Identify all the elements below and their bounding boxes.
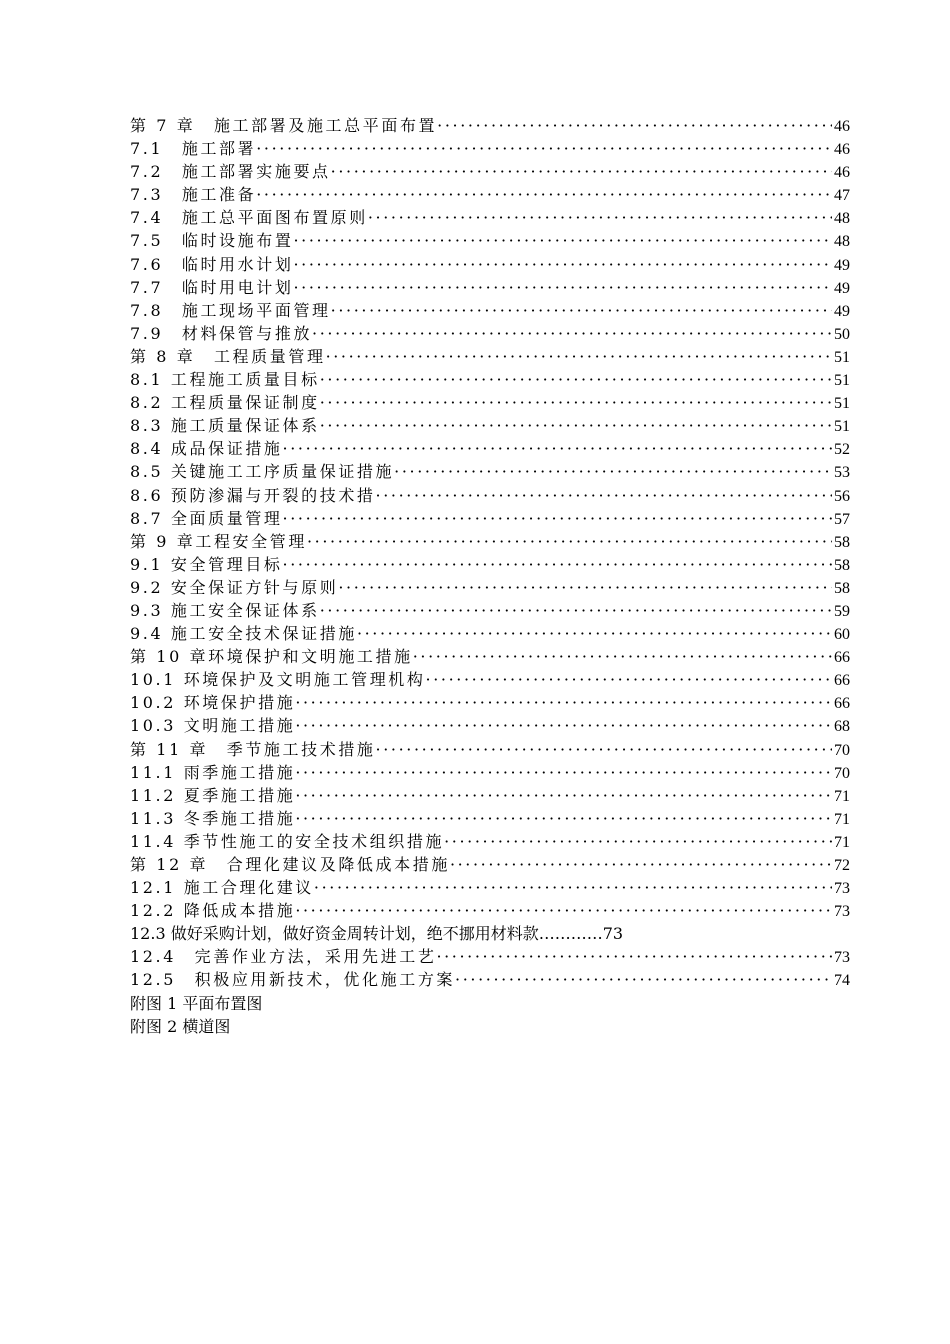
toc-entry-page-number: 48 bbox=[834, 210, 850, 228]
toc-entry-title: 11.3 冬季施工措施 bbox=[130, 808, 296, 828]
toc-entry-page-number: 51 bbox=[834, 372, 850, 390]
toc-entry-page-number: 71 bbox=[834, 787, 850, 805]
toc-entry-page-number: 58 bbox=[834, 533, 850, 551]
toc-entry[interactable] bbox=[130, 830, 850, 853]
toc-entry[interactable] bbox=[130, 229, 850, 252]
toc-entry[interactable] bbox=[130, 899, 850, 922]
toc-entry[interactable] bbox=[130, 299, 850, 322]
toc-dot-leader bbox=[312, 322, 832, 345]
toc-entry-title: 10.2 环境保护措施 bbox=[130, 693, 296, 713]
toc-entry[interactable] bbox=[130, 322, 850, 345]
toc-entry[interactable] bbox=[130, 876, 850, 899]
toc-entry-title: 9.3 施工安全保证体系 bbox=[130, 600, 320, 620]
toc-entry-page-number: 49 bbox=[834, 256, 850, 274]
toc-entry-page-number: 52 bbox=[834, 441, 850, 459]
toc-dot-leader bbox=[357, 622, 832, 645]
toc-dot-leader bbox=[320, 414, 832, 437]
toc-entry[interactable] bbox=[130, 968, 850, 991]
toc-entry[interactable]: 12.3 做好采购计划，做好资金周转计划，绝不挪用材料款…………73 bbox=[130, 924, 624, 944]
toc-entry[interactable] bbox=[130, 807, 850, 830]
toc-entry-page-number: 56 bbox=[834, 487, 850, 505]
toc-dot-leader bbox=[455, 968, 832, 991]
toc-entry-title: 9.4 施工安全技术保证措施 bbox=[130, 624, 357, 644]
toc-entry-title: 11.4 季节性施工的安全技术组织措施 bbox=[130, 831, 445, 851]
toc-entry-page-number: 48 bbox=[834, 233, 850, 251]
toc-dot-leader bbox=[413, 645, 832, 668]
toc-entry[interactable] bbox=[130, 414, 850, 437]
appendix-entry[interactable]: 附图 1 平面布置图 bbox=[130, 993, 263, 1013]
toc-entry[interactable] bbox=[130, 114, 850, 137]
toc-dot-leader bbox=[450, 853, 832, 876]
toc-dot-leader bbox=[256, 183, 832, 206]
toc-entry[interactable] bbox=[130, 784, 850, 807]
toc-entry-page-number: 49 bbox=[834, 279, 850, 297]
toc-dot-leader bbox=[320, 391, 832, 414]
toc-entry-title: 11.1 雨季施工措施 bbox=[130, 762, 296, 782]
toc-entry-page-number: 73 bbox=[834, 949, 850, 967]
toc-entry-title: 10.1 环境保护及文明施工管理机构 bbox=[130, 670, 426, 690]
toc-entry-title: 第 11 章 季节施工技术措施 bbox=[130, 739, 376, 759]
toc-dot-leader bbox=[320, 368, 832, 391]
toc-entry-page-number: 66 bbox=[834, 695, 850, 713]
toc-entry[interactable] bbox=[130, 345, 850, 368]
toc-entry[interactable] bbox=[130, 206, 850, 229]
toc-entry-page-number: 70 bbox=[834, 764, 850, 782]
toc-entry-title: 7.8 施工现场平面管理 bbox=[130, 300, 331, 320]
toc-entry-title: 8.7 全面质量管理 bbox=[130, 508, 283, 528]
toc-entry-title: 第 7 章 施工部署及施工总平面布置 bbox=[130, 116, 438, 135]
table-of-contents bbox=[130, 114, 850, 1038]
toc-dot-leader bbox=[376, 738, 832, 761]
toc-entry-title: 8.3 施工质量保证体系 bbox=[130, 416, 320, 436]
toc-entry-title: 第 10 章环境保护和文明施工措施 bbox=[130, 647, 413, 667]
toc-entry-page-number: 46 bbox=[834, 118, 850, 135]
toc-entry-title: 12.2 降低成本措施 bbox=[130, 901, 296, 921]
toc-entry-title: 7.4 施工总平面图布置原则 bbox=[130, 208, 368, 228]
toc-entry[interactable] bbox=[130, 391, 850, 414]
toc-entry[interactable] bbox=[130, 253, 850, 276]
toc-dot-leader bbox=[314, 876, 832, 899]
toc-entry[interactable] bbox=[130, 714, 850, 737]
toc-dot-leader bbox=[320, 599, 832, 622]
toc-entry[interactable] bbox=[130, 691, 850, 714]
toc-entry-page-number: 74 bbox=[834, 972, 850, 990]
toc-dot-leader bbox=[444, 830, 832, 853]
toc-entry[interactable] bbox=[130, 738, 850, 761]
toc-entry-title: 7.2 施工部署实施要点 bbox=[130, 162, 331, 182]
appendix-entry[interactable]: 附图 2 横道图 bbox=[130, 1016, 231, 1036]
toc-entry[interactable] bbox=[130, 183, 850, 206]
toc-entry[interactable] bbox=[130, 507, 850, 530]
toc-dot-leader bbox=[307, 530, 832, 553]
toc-entry-title: 7.9 材料保管与推放 bbox=[130, 323, 313, 343]
toc-dot-leader bbox=[426, 668, 832, 691]
toc-entry[interactable] bbox=[130, 599, 850, 622]
toc-entry-title: 第 9 章工程安全管理 bbox=[130, 531, 307, 551]
toc-entry-title: 9.1 安全管理目标 bbox=[130, 554, 283, 574]
toc-entry-title: 7.1 施工部署 bbox=[130, 139, 257, 159]
toc-entry[interactable] bbox=[130, 437, 850, 460]
toc-entry-page-number: 50 bbox=[834, 325, 850, 343]
toc-entry[interactable] bbox=[130, 945, 850, 968]
toc-entry-title: 10.3 文明施工措施 bbox=[130, 716, 296, 736]
toc-entry-title: 第 12 章 合理化建议及降低成本措施 bbox=[130, 855, 450, 874]
toc-dot-leader bbox=[338, 576, 832, 599]
toc-entry[interactable] bbox=[130, 137, 850, 160]
toc-dot-leader bbox=[331, 160, 832, 183]
toc-entry[interactable] bbox=[130, 668, 850, 691]
toc-entry-page-number: 53 bbox=[834, 464, 850, 482]
toc-dot-leader bbox=[295, 691, 832, 714]
toc-dot-leader bbox=[293, 276, 832, 299]
toc-entry-page-number: 46 bbox=[834, 164, 850, 182]
toc-entry[interactable] bbox=[130, 645, 850, 668]
toc-entry-page-number: 73 bbox=[834, 880, 850, 898]
toc-entry[interactable] bbox=[130, 853, 850, 876]
toc-entry-title: 12.1 施工合理化建议 bbox=[130, 878, 314, 898]
toc-entry-page-number: 47 bbox=[834, 187, 850, 205]
toc-dot-leader bbox=[293, 229, 832, 252]
toc-dot-leader bbox=[436, 945, 832, 968]
toc-entry-title: 7.7 临时用电计划 bbox=[130, 277, 294, 297]
toc-entry-title: 8.2 工程质量保证制度 bbox=[130, 393, 320, 413]
toc-entry[interactable] bbox=[130, 460, 850, 483]
toc-dot-leader bbox=[326, 345, 832, 368]
toc-entry-title: 7.6 临时用水计划 bbox=[130, 254, 294, 274]
toc-entry-page-number: 57 bbox=[834, 510, 850, 528]
toc-dot-leader bbox=[437, 114, 832, 137]
toc-entry-title: 12.4 完善作业方法，采用先进工艺 bbox=[130, 947, 437, 967]
toc-entry[interactable] bbox=[130, 622, 850, 645]
toc-entry-page-number: 72 bbox=[834, 857, 850, 874]
toc-dot-leader bbox=[295, 714, 832, 737]
toc-entry-title: 8.5 关键施工工序质量保证措施 bbox=[130, 462, 395, 482]
toc-entry-title: 8.4 成品保证措施 bbox=[130, 439, 283, 459]
toc-entry-title: 第 8 章 工程质量管理 bbox=[130, 346, 326, 366]
toc-entry-page-number: 51 bbox=[834, 395, 850, 413]
toc-entry-title: 7.3 施工准备 bbox=[130, 185, 257, 205]
toc-entry-title: 12.5 积极应用新技术，优化施工方案 bbox=[130, 970, 456, 990]
toc-entry-title: 7.5 临时设施布置 bbox=[130, 231, 294, 251]
toc-entry-page-number: 59 bbox=[834, 602, 850, 620]
toc-dot-leader bbox=[283, 437, 832, 460]
toc-entry[interactable] bbox=[130, 761, 850, 784]
toc-entry-page-number: 49 bbox=[834, 302, 850, 320]
toc-entry-page-number: 68 bbox=[834, 718, 850, 736]
toc-entry-page-number: 58 bbox=[834, 556, 850, 574]
toc-dot-leader bbox=[256, 137, 832, 160]
toc-entry-page-number: 70 bbox=[834, 741, 850, 759]
toc-dot-leader bbox=[283, 507, 832, 530]
toc-entry-title: 8.1 工程施工质量目标 bbox=[130, 370, 320, 390]
toc-dot-leader bbox=[295, 784, 832, 807]
toc-entry[interactable] bbox=[130, 553, 850, 576]
toc-dot-leader bbox=[331, 299, 832, 322]
toc-entry-page-number: 46 bbox=[834, 141, 850, 159]
toc-dot-leader bbox=[295, 761, 832, 784]
toc-entry[interactable] bbox=[130, 368, 850, 391]
toc-entry-title: 11.2 夏季施工措施 bbox=[130, 785, 296, 805]
toc-entry[interactable] bbox=[130, 276, 850, 299]
toc-entry-page-number: 58 bbox=[834, 579, 850, 597]
toc-dot-leader bbox=[295, 899, 832, 922]
toc-dot-leader bbox=[295, 807, 832, 830]
toc-entry-page-number: 66 bbox=[834, 649, 850, 667]
toc-entry-title: 9.2 安全保证方针与原则 bbox=[130, 577, 339, 597]
toc-entry-title: 8.6 预防渗漏与开裂的技术措 bbox=[130, 485, 376, 505]
toc-entry-page-number: 73 bbox=[834, 903, 850, 921]
toc-entry[interactable] bbox=[130, 160, 850, 183]
toc-dot-leader bbox=[376, 484, 832, 507]
toc-entry-page-number: 71 bbox=[834, 810, 850, 828]
toc-entry-page-number: 71 bbox=[834, 833, 850, 851]
toc-entry-page-number: 60 bbox=[834, 626, 850, 644]
toc-dot-leader bbox=[293, 253, 832, 276]
toc-entry-page-number: 51 bbox=[834, 418, 850, 436]
toc-entry[interactable] bbox=[130, 576, 850, 599]
toc-entry-page-number: 66 bbox=[834, 672, 850, 690]
toc-dot-leader bbox=[394, 460, 832, 483]
toc-dot-leader bbox=[283, 553, 832, 576]
toc-entry[interactable] bbox=[130, 530, 850, 553]
toc-dot-leader bbox=[368, 206, 832, 229]
toc-entry-page-number: 51 bbox=[834, 348, 850, 366]
toc-entry[interactable] bbox=[130, 484, 850, 507]
